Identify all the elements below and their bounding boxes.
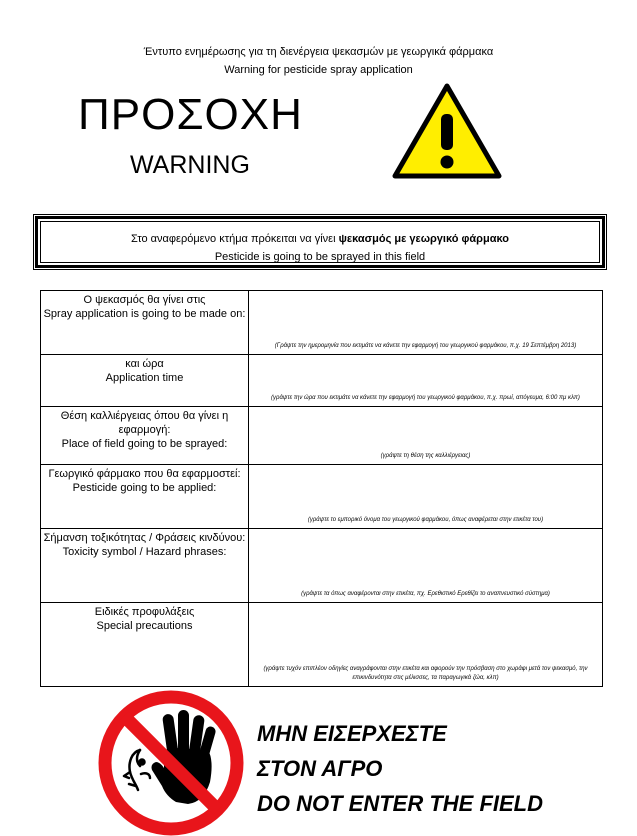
table-row xyxy=(41,603,603,687)
toxicity-field[interactable] xyxy=(249,529,603,603)
warning-triangle-icon xyxy=(391,82,503,180)
label-greek: Ειδικές προφυλάξεις xyxy=(94,606,195,618)
form-subtitle-english: Warning for pesticide spray application xyxy=(224,64,413,76)
label-english: Toxicity symbol / Hazard phrases: xyxy=(62,546,227,558)
title-greek: ΠΡΟΣΟΧΗ xyxy=(78,90,303,139)
field-hint: (γράψτε τυχόν επιπλέον οδηγίες αναγράφονται στην ετικέτα και αφορούν την πρόσβαση στο χωράφι μετά τον ψεκασμό, την επικινδυνότητα στις μέλισσες, τα παραγωγικά ζώα, κλπ) xyxy=(263,666,588,681)
title-english: WARNING xyxy=(130,151,250,179)
spray-info-table xyxy=(40,290,603,687)
label-greek: Σήμανση τοξικότητας / Φράσεις κινδύνου: xyxy=(43,532,246,544)
label-greek: Ο ψεκασμός θα γίνει στις xyxy=(83,294,206,306)
label-greek: Γεωργικό φάρμακο που θα εφαρμοστεί: xyxy=(48,468,241,480)
date-field[interactable] xyxy=(249,291,603,355)
form-subtitle-greek: Έντυπο ενημέρωσης για τη διενέργεια ψεκασμών με γεωργικά φάρμακα xyxy=(143,46,494,58)
spray-notice-box xyxy=(35,216,605,268)
label-english: Spray application is going to be made on: xyxy=(43,308,246,320)
label-greek: Θέση καλλιέργειας όπου θα γίνει η εφαρμογή: xyxy=(60,410,229,436)
pesticide-field[interactable] xyxy=(249,465,603,529)
place-field[interactable] xyxy=(249,407,603,465)
notice-english: Pesticide is going to be sprayed in this field xyxy=(214,251,426,263)
label-english: Pesticide going to be applied: xyxy=(72,482,217,494)
row-label xyxy=(41,355,249,407)
row-label xyxy=(41,465,249,529)
footer-line-greek-2: ΣΤΟΝ ΑΓΡΟ xyxy=(257,756,383,781)
label-english: Special precautions xyxy=(96,620,193,632)
field-hint: (Γράψτε την ημερομηνία που εκτιμάτε να κάνετε την εφαρμογή του γεωργικού φαρμάκου, π.χ. 19 Σεπτέμβρη 2013) xyxy=(274,343,577,349)
notice-greek-prefix: Στο αναφερόμενο κτήμα πρόκειται να γίνει xyxy=(131,233,339,245)
footer-line-english: DO NOT ENTER THE FIELD xyxy=(257,791,543,816)
notice-greek-bold: ψεκασμός με γεωργικό φάρμακο xyxy=(338,233,509,245)
no-entry-hand-icon xyxy=(96,690,246,836)
field-hint: (γράψτε την ώρα που εκτιμάτε να κάνετε την εφαρμογή του γεωργικού φαρμάκου, π.χ. πρωί, απόγευμα, 6:00 πμ κλπ) xyxy=(271,395,580,401)
field-hint: (γράψτε τα όπως αναφέρονται στην ετικέτα, πχ. Ερεθιστικό Ερεθίζει το αναπνευστικό σύστημα) xyxy=(301,591,550,597)
label-english: Place of field going to be sprayed: xyxy=(61,438,228,450)
label-english: Application time xyxy=(105,372,184,384)
table-row xyxy=(41,465,603,529)
row-label xyxy=(41,407,249,465)
field-hint: (γράψτε το εμπορικό όνομα του γεωργικού φαρμάκου, όπως αναφέρεται στην ετικέτα του) xyxy=(307,517,544,523)
footer-line-greek-1: ΜΗΝ ΕΙΣΕΡΧΕΣΤΕ xyxy=(257,721,447,746)
row-label xyxy=(41,529,249,603)
table-row xyxy=(41,407,603,465)
table-row xyxy=(41,529,603,603)
table-row xyxy=(41,355,603,407)
field-hint: (γράψτε τη θέση της καλλιέργειας) xyxy=(380,453,471,459)
label-greek: και ώρα xyxy=(125,358,164,370)
notice-greek xyxy=(41,232,599,246)
row-label xyxy=(41,291,249,355)
row-label xyxy=(41,603,249,687)
table-row xyxy=(41,291,603,355)
time-field[interactable] xyxy=(249,355,603,407)
precautions-field[interactable] xyxy=(249,603,603,687)
